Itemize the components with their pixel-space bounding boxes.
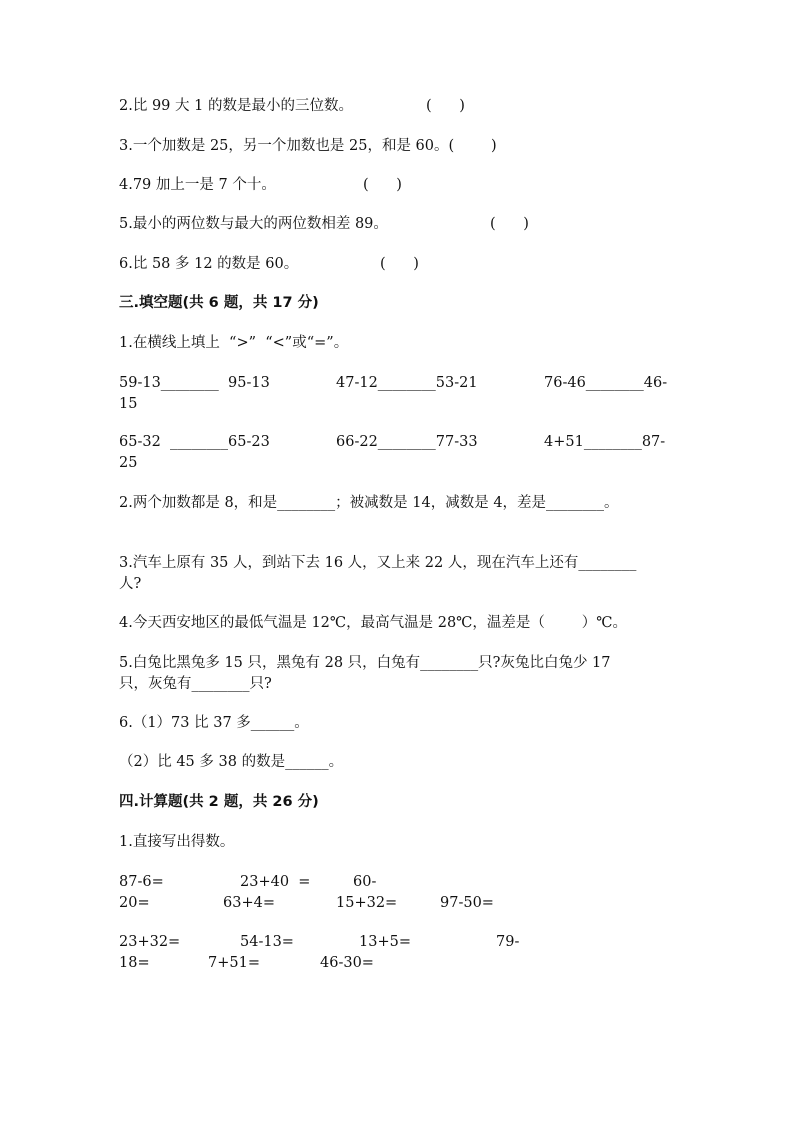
compare-item-wrap: 25 — [119, 455, 138, 471]
fill-q6-2: （2）比 45 多 38 的数是______。 — [119, 754, 344, 770]
section-heading-fill: 三.填空题(共 6 题，共 17 分) — [119, 295, 319, 311]
calc-item: 60- — [353, 874, 377, 890]
answer-paren[interactable]: ( ) — [426, 98, 465, 114]
answer-paren[interactable]: ( ) — [490, 216, 529, 232]
fill-q5-cont: 只，灰兔有________只? — [119, 676, 272, 692]
calc-item: 18= — [119, 955, 150, 971]
calc-item: 13+5= — [359, 934, 411, 950]
fill-q5: 5.白兔比黑兔多 15 只，黑兔有 28 只，白兔有________只?灰兔比白兔少 17 — [119, 655, 611, 671]
calc-item: 63+4= — [223, 895, 275, 911]
judge-q4: 4.79 加上一是 7 个十。 — [119, 177, 276, 193]
compare-item: 66-22________77-33 — [336, 434, 478, 450]
judge-q6: 6.比 58 多 12 的数是 60。 — [119, 256, 299, 272]
calc-item: 87-6= — [119, 874, 164, 890]
answer-paren[interactable]: ( ) — [363, 177, 402, 193]
judge-q3: 3.一个加数是 25，另一个加数也是 25，和是 60。( ) — [119, 138, 497, 154]
fill-q6-1: 6.（1）73 比 37 多______。 — [119, 715, 309, 731]
calc-item: 23+32= — [119, 934, 181, 950]
calc-item: 97-50= — [440, 895, 494, 911]
compare-item: 65-32 ________65-23 — [119, 434, 270, 450]
judge-q5: 5.最小的两位数与最大的两位数相差 89。 — [119, 216, 388, 232]
compare-item: 76-46________46- — [544, 375, 668, 391]
calc-item: 79- — [496, 934, 520, 950]
fill-q2: 2.两个加数都是 8，和是________；被减数是 14，减数是 4，差是________。 — [119, 495, 619, 511]
calc-item: 20= — [119, 895, 150, 911]
calc-item: 46-30= — [320, 955, 374, 971]
compare-item: 4+51________87- — [544, 434, 666, 450]
calc-item: 23+40 = — [240, 874, 311, 890]
calc-item: 15+32= — [336, 895, 398, 911]
judge-q2: 2.比 99 大 1 的数是最小的三位数。 — [119, 98, 353, 114]
fill-q3-cont: 人? — [119, 576, 142, 592]
fill-q4: 4.今天西安地区的最低气温是 12℃，最高气温是 28℃，温差是（ ）℃。 — [119, 615, 627, 631]
section-heading-calc: 四.计算题(共 2 题，共 26 分) — [119, 794, 319, 810]
calc-q1: 1.直接写出得数。 — [119, 834, 235, 850]
answer-paren[interactable]: ( ) — [380, 256, 419, 272]
compare-item-wrap: 15 — [119, 396, 138, 412]
calc-item: 7+51= — [208, 955, 260, 971]
compare-item: 47-12________53-21 — [336, 375, 478, 391]
compare-item: 59-13________ 95-13 — [119, 375, 270, 391]
calc-item: 54-13= — [240, 934, 294, 950]
fill-q3: 3.汽车上原有 35 人，到站下去 16 人，又上来 22 人，现在汽车上还有________ — [119, 555, 637, 571]
fill-q1: 1.在横线上填上 “>” “<”或“=”。 — [119, 335, 349, 351]
